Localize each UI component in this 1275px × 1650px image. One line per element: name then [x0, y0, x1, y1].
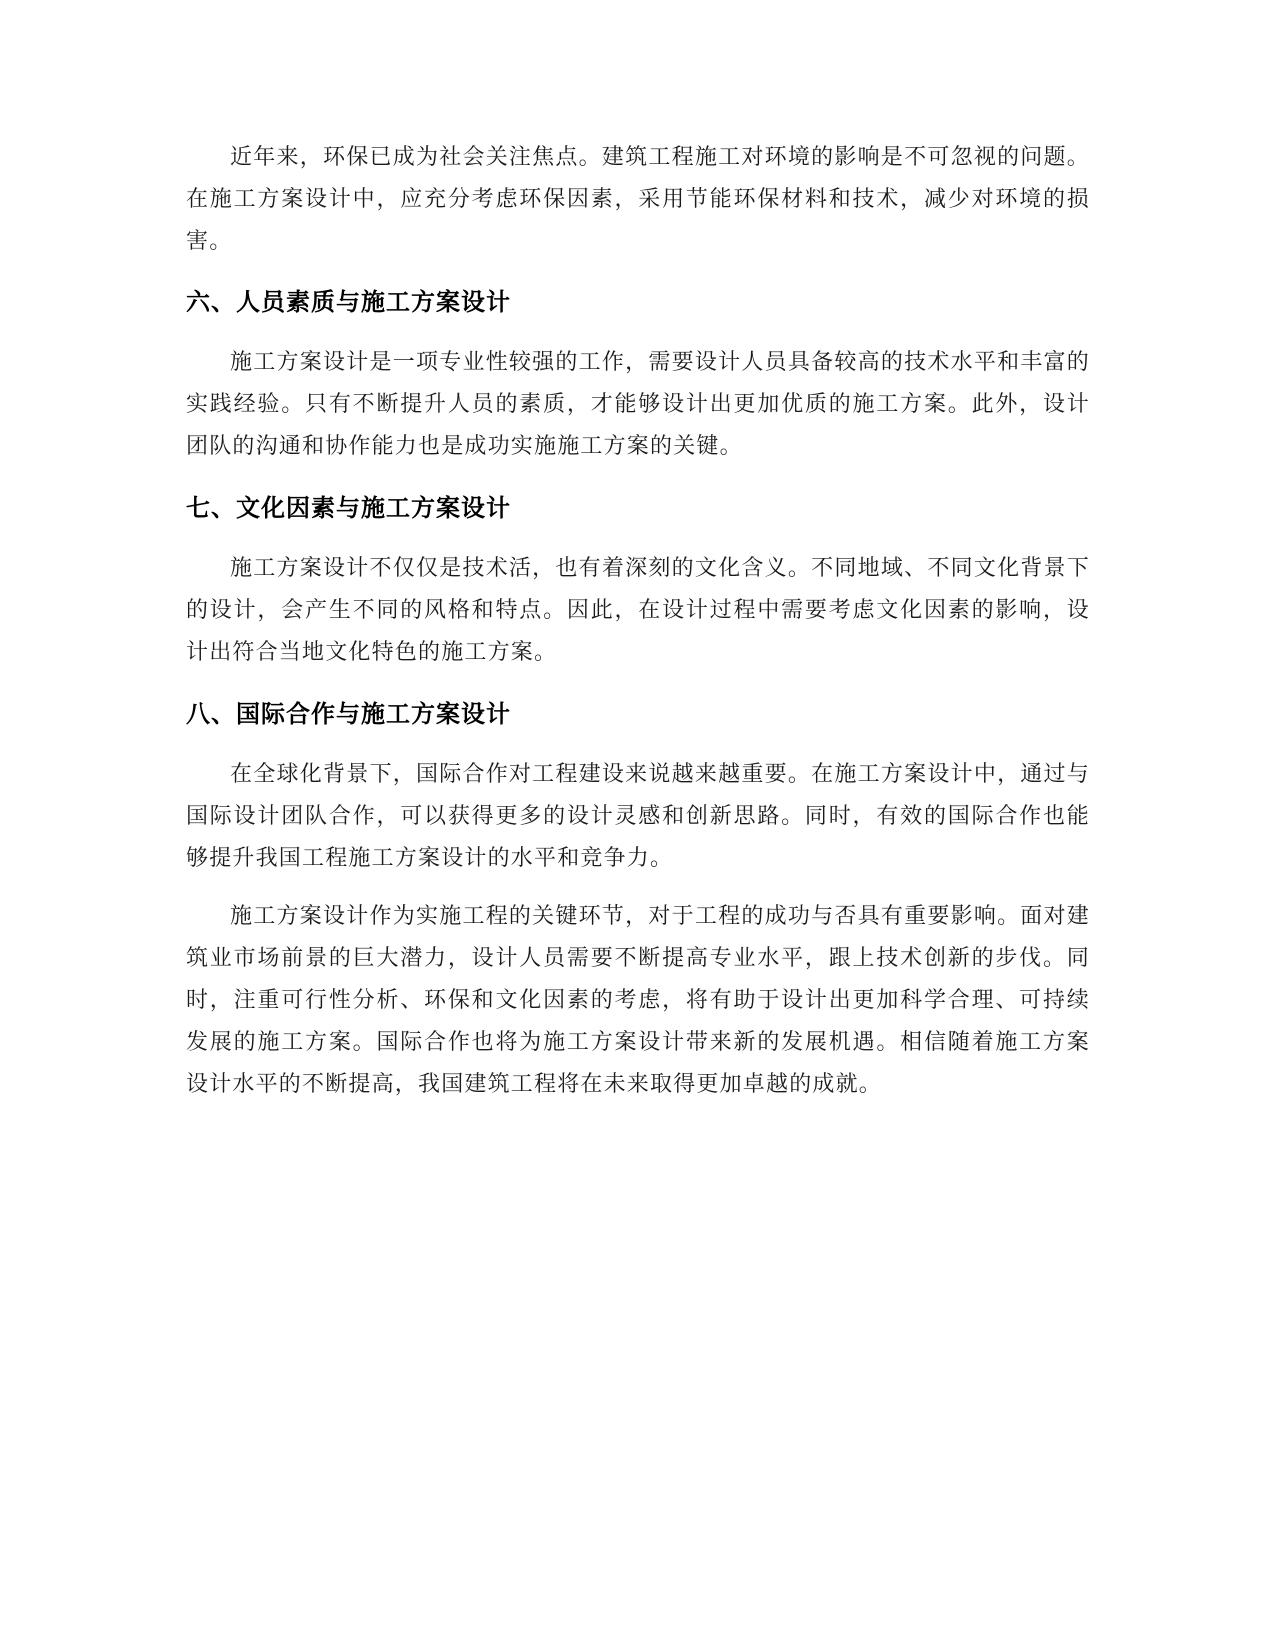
- section-6-body-block: [186, 342, 1090, 468]
- section-paragraph-culture: 施工方案设计不仅仅是技术活，也有着深刻的文化含义。不同地域、不同文化背景下的设计，会产生不同的风格和特点。因此，在设计过程中需要考虑文化因素的影响，设计出符合当地文化特色的施工方案。: [186, 556, 1090, 665]
- section-7-body-block: [186, 548, 1090, 674]
- section-8-heading-block: [186, 694, 1090, 734]
- intro-block: [186, 137, 1090, 263]
- conclusion-block: [186, 896, 1090, 1106]
- section-7-heading-block: [186, 488, 1090, 528]
- section-heading-international: 八、国际合作与施工方案设计: [186, 700, 511, 728]
- section-8-body-block: [186, 754, 1090, 880]
- section-6-heading-block: [186, 282, 1090, 322]
- section-paragraph-personnel: 施工方案设计是一项专业性较强的工作，需要设计人员具备较高的技术水平和丰富的实践经验。只有不断提升人员的素质，才能够设计出更加优质的施工方案。此外，设计团队的沟通和协作能力也是成功实施施工方案的关键。: [186, 350, 1090, 459]
- intro-paragraph: 近年来，环保已成为社会关注焦点。建筑工程施工对环境的影响是不可忽视的问题。在施工方案设计中，应充分考虑环保因素，采用节能环保材料和技术，减少对环境的损害。: [186, 145, 1090, 254]
- section-paragraph-international: 在全球化背景下，国际合作对工程建设来说越来越重要。在施工方案设计中，通过与国际设计团队合作，可以获得更多的设计灵感和创新思路。同时，有效的国际合作也能够提升我国工程施工方案设计的水平和竞争力。: [186, 762, 1090, 871]
- section-heading-culture: 七、文化因素与施工方案设计: [186, 494, 511, 522]
- conclusion-paragraph: 施工方案设计作为实施工程的关键环节，对于工程的成功与否具有重要影响。面对建筑业市场前景的巨大潜力，设计人员需要不断提高专业水平，跟上技术创新的步伐。同时，注重可行性分析、环保和文化因素的考虑，将有助于设计出更加科学合理、可持续发展的施工方案。国际合作也将为施工方案设计带来新的发展机遇。相信随着施工方案设计水平的不断提高，我国建筑工程将在未来取得更加卓越的成就。: [186, 904, 1090, 1097]
- section-heading-personnel: 六、人员素质与施工方案设计: [186, 288, 511, 316]
